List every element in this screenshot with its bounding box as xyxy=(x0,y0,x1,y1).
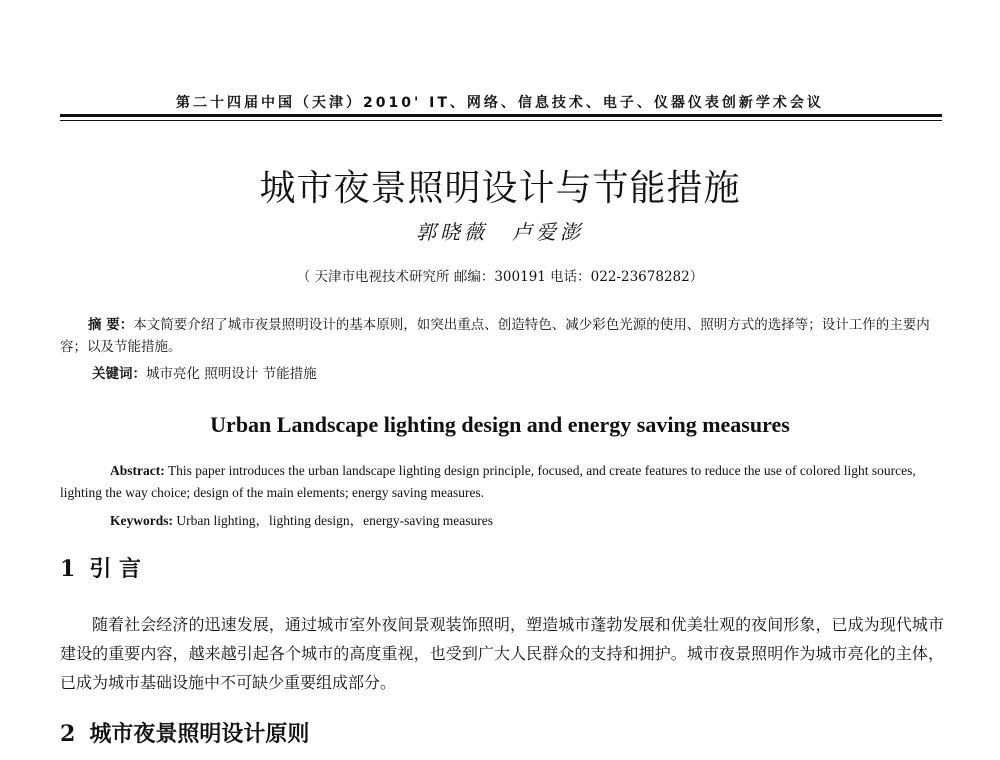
section-heading xyxy=(60,552,141,583)
english-abstract xyxy=(60,460,940,504)
english-abstract-text: This paper introduces the urban landscape lighting design principle, focused, and create features to reduce the use of colored light sources, lighting the way choice; design of the main elements; energy saving measures. xyxy=(60,463,916,500)
chinese-abstract xyxy=(60,314,940,358)
english-keywords-label: Keywords: xyxy=(110,513,173,528)
header-rule-thin xyxy=(60,120,942,121)
section-paragraph: 随着社会经济的迅速发展，通过城市室外夜间景观装饰照明，塑造城市蓬勃发展和优美壮观的夜间形象，已成为现代城市建设的重要内容，越来越引起各个城市的高度重视，也受到广大人民群众的支持和拥护。城市夜景照明作为城市亮化的主体，已成为城市基础设施中不可缺少重要组成部分。 xyxy=(60,615,944,692)
english-keywords xyxy=(110,509,493,529)
section-title: 引 言 xyxy=(89,556,141,582)
paper-authors: 郭晓薇 卢爱澎 xyxy=(416,220,584,244)
section-title: 城市夜景照明设计原则 xyxy=(89,721,310,747)
chinese-keywords-label: 关键词： xyxy=(92,366,146,382)
english-keywords-text: Urban lighting，lighting design，energy-saving measures xyxy=(176,513,493,528)
header-rule-thick xyxy=(60,114,942,117)
section-heading xyxy=(60,717,309,748)
chinese-keywords-text: 城市亮化 照明设计 节能措施 xyxy=(146,366,317,382)
author-affiliation: （ 天津市电视技术研究所 邮编：300191 电话：022-23678282） xyxy=(296,269,704,285)
chinese-abstract-label: 摘 要： xyxy=(88,317,134,333)
chinese-abstract-text: 本文简要介绍了城市夜景照明设计的基本原则，如突出重点、创造特色、减少彩色光源的使用、照明方式的选择等；设计工作的主要内容；以及节能措施。 xyxy=(60,317,930,355)
section-number: 1 xyxy=(60,556,76,582)
running-header: 第二十四届中国（天津）2010' IT、网络、信息技术、电子、仪器仪表创新学术会议 xyxy=(176,95,824,111)
english-abstract-label: Abstract: xyxy=(110,463,165,478)
section-number: 2 xyxy=(60,721,76,747)
chinese-keywords xyxy=(92,362,317,382)
paper-title: 城市夜景照明设计与节能措施 xyxy=(259,168,741,209)
english-title: Urban Landscape lighting design and energy saving measures xyxy=(210,412,790,437)
